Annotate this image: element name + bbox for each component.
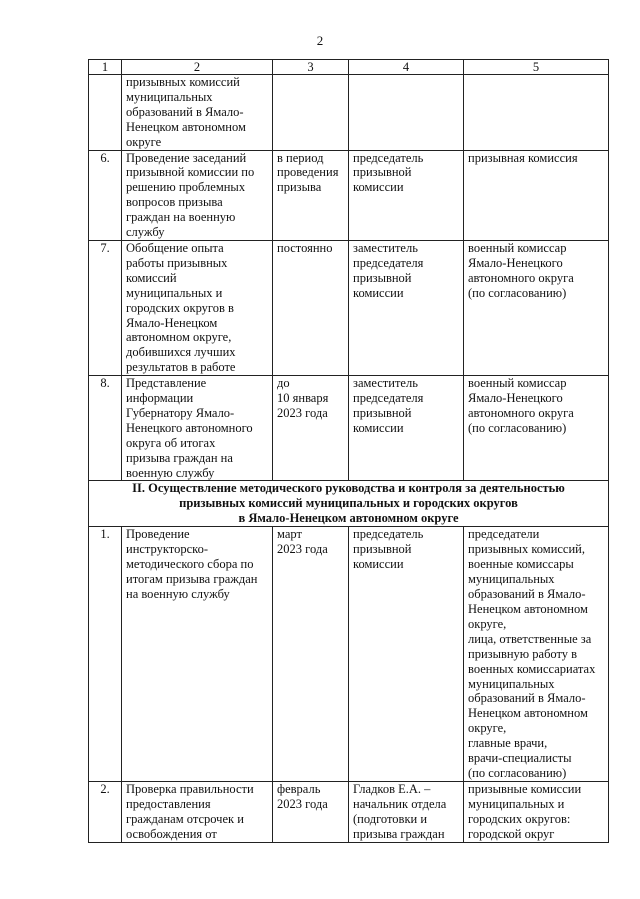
table-row [89, 240, 609, 375]
term-cell: в период проведения призыва [273, 150, 349, 240]
column-number-row [89, 60, 609, 75]
term-cell: февраль 2023 года [273, 781, 349, 842]
event-cell: Проверка правильности предоставления гражданам отсрочек и освобождения от [122, 781, 273, 842]
participants-cell: председатели призывных комиссий, военные комиссары муниципальных образований в Ямало- Ненецком автономном округе, лица, ответственные за призывную работу в военных комиссариатах муниципальных образований в Ямало- Ненецком автономном округе, главные врачи, врачи-специалисты (по согласованию) [464, 527, 609, 781]
table-row [89, 150, 609, 240]
column-number: 2 [122, 60, 273, 75]
responsible-cell: председатель призывной комиссии [349, 150, 464, 240]
term-cell: до 10 января 2023 года [273, 376, 349, 481]
column-number: 4 [349, 60, 464, 75]
term-cell: постоянно [273, 240, 349, 375]
event-cell: Проведение заседаний призывной комиссии по решению проблемных вопросов призыва граждан на военную службу [122, 150, 273, 240]
event-cell: Проведение инструкторско- методического сбора по итогам призыва граждан на военную службу [122, 527, 273, 781]
responsible-cell: председатель призывной комиссии [349, 527, 464, 781]
row-number: 2. [89, 781, 122, 842]
participants-cell: военный комиссар Ямало-Ненецкого автономного округа (по согласованию) [464, 376, 609, 481]
participants-cell: военный комиссар Ямало-Ненецкого автономного округа (по согласованию) [464, 240, 609, 375]
table-row [89, 527, 609, 781]
responsible-cell: заместитель председателя призывной комиссии [349, 376, 464, 481]
term-cell [273, 75, 349, 151]
participants-cell: призывные комиссии муниципальных и городских округов: городской округ [464, 781, 609, 842]
row-number: 6. [89, 150, 122, 240]
table-row [89, 75, 609, 151]
table-row [89, 376, 609, 481]
row-number: 1. [89, 527, 122, 781]
row-number: 7. [89, 240, 122, 375]
participants-cell: призывная комиссия [464, 150, 609, 240]
term-cell: март 2023 года [273, 527, 349, 781]
responsible-cell: заместитель председателя призывной комиссии [349, 240, 464, 375]
event-cell: призывных комиссий муниципальных образований в Ямало- Ненецком автономном округе [122, 75, 273, 151]
event-cell: Обобщение опыта работы призывных комиссий муниципальных и городских округов в Ямало-Ненецком автономном округе, добившихся лучших результатов в работе [122, 240, 273, 375]
row-number: 8. [89, 376, 122, 481]
event-cell: Представление информации Губернатору Ямало- Ненецкого автономного округа об итогах призыва граждан на военную службу [122, 376, 273, 481]
participants-cell [464, 75, 609, 151]
table-row [89, 781, 609, 842]
events-table [88, 59, 609, 843]
responsible-cell: Гладков Е.А. – начальник отдела (подготовки и призыва граждан [349, 781, 464, 842]
responsible-cell [349, 75, 464, 151]
column-number: 1 [89, 60, 122, 75]
row-number [89, 75, 122, 151]
column-number: 3 [273, 60, 349, 75]
section-heading: II. Осуществление методического руководства и контроля за деятельностью призывных комиссий муниципальных и городских округов в Ямало-Ненецком автономном округе [89, 481, 609, 527]
page-number: 2 [316, 33, 324, 48]
section-heading-row [89, 481, 609, 527]
column-number: 5 [464, 60, 609, 75]
